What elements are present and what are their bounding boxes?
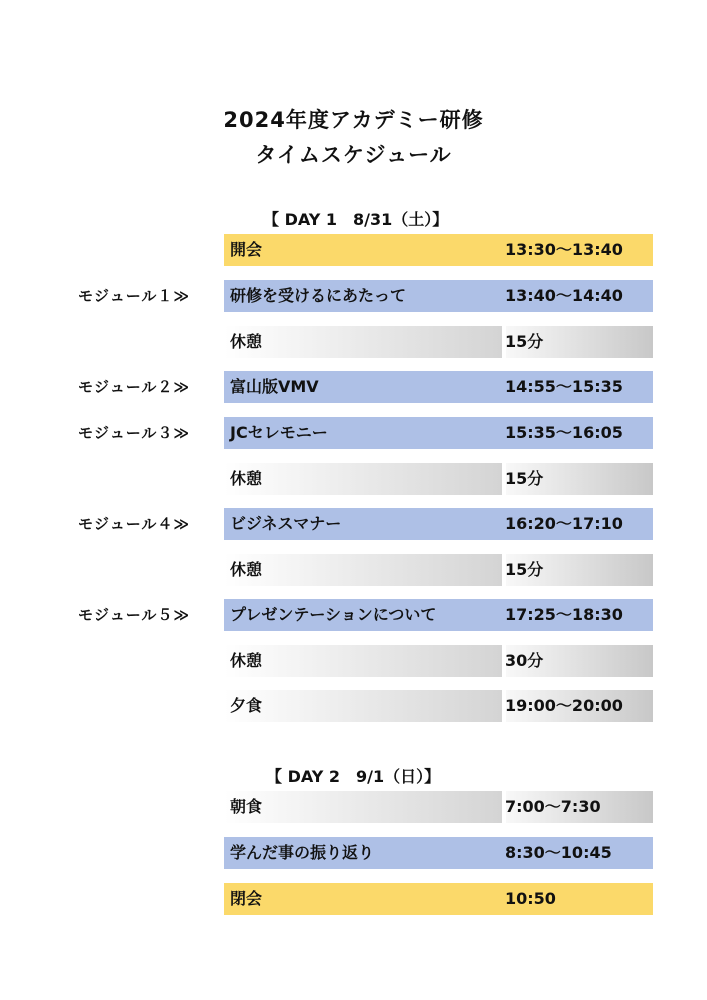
row-time: 7:00〜7:30 bbox=[505, 797, 601, 816]
row-name: 学んだ事の振り返り bbox=[230, 843, 375, 862]
row-time: 15分 bbox=[505, 560, 544, 579]
schedule-row-break bbox=[224, 463, 653, 495]
row-name: 研修を受けるにあたって bbox=[230, 286, 407, 305]
row-name: 夕食 bbox=[230, 696, 263, 715]
row-name: ビジネスマナー bbox=[230, 514, 342, 533]
schedule-row-module-3 bbox=[224, 417, 653, 449]
page-subtitle: タイムスケジュール bbox=[255, 143, 452, 167]
row-name: プレゼンテーションについて bbox=[230, 605, 437, 624]
row-name: 休憩 bbox=[230, 469, 263, 488]
row-name: 朝食 bbox=[230, 797, 263, 816]
row-time: 13:30〜13:40 bbox=[505, 240, 623, 259]
module-2-label: モジュール２≫ bbox=[78, 378, 191, 396]
day2-header: 【 DAY 2 9/1（日）】 bbox=[266, 767, 441, 786]
row-time: 8:30〜10:45 bbox=[505, 843, 612, 862]
row-time: 15:35〜16:05 bbox=[505, 423, 623, 442]
module-3-label: モジュール３≫ bbox=[78, 424, 191, 442]
schedule-row-breakfast bbox=[224, 791, 653, 823]
schedule-row-module-2 bbox=[224, 371, 653, 403]
schedule-row-break bbox=[224, 645, 653, 677]
schedule-row-dinner bbox=[224, 690, 653, 722]
row-time: 14:55〜15:35 bbox=[505, 377, 623, 396]
schedule-row-opening bbox=[224, 234, 653, 266]
schedule-row-module-1 bbox=[224, 280, 653, 312]
row-time: 16:20〜17:10 bbox=[505, 514, 623, 533]
schedule-row-review bbox=[224, 837, 653, 869]
schedule-row-break bbox=[224, 326, 653, 358]
row-time: 15分 bbox=[505, 332, 544, 351]
module-4-label: モジュール４≫ bbox=[78, 515, 191, 533]
row-time: 30分 bbox=[505, 651, 544, 670]
row-name: 閉会 bbox=[230, 889, 263, 908]
page-title: 2024年度アカデミー研修 bbox=[223, 108, 484, 132]
row-time: 15分 bbox=[505, 469, 544, 488]
row-name: 休憩 bbox=[230, 332, 263, 351]
day1-header: 【 DAY 1 8/31（土）】 bbox=[263, 210, 449, 229]
row-name: 開会 bbox=[230, 240, 263, 259]
row-time: 13:40〜14:40 bbox=[505, 286, 623, 305]
row-time: 10:50 bbox=[505, 889, 556, 908]
row-time: 17:25〜18:30 bbox=[505, 605, 623, 624]
row-name: 休憩 bbox=[230, 560, 263, 579]
schedule-row-module-5 bbox=[224, 599, 653, 631]
row-name: 休憩 bbox=[230, 651, 263, 670]
row-name: 富山版VMV bbox=[230, 377, 319, 396]
row-name: JCセレモニー bbox=[230, 423, 328, 442]
module-5-label: モジュール５≫ bbox=[78, 606, 191, 624]
row-time: 19:00〜20:00 bbox=[505, 696, 623, 715]
module-1-label: モジュール１≫ bbox=[78, 287, 191, 305]
schedule-row-break bbox=[224, 554, 653, 586]
schedule-row-closing bbox=[224, 883, 653, 915]
schedule-row-module-4 bbox=[224, 508, 653, 540]
